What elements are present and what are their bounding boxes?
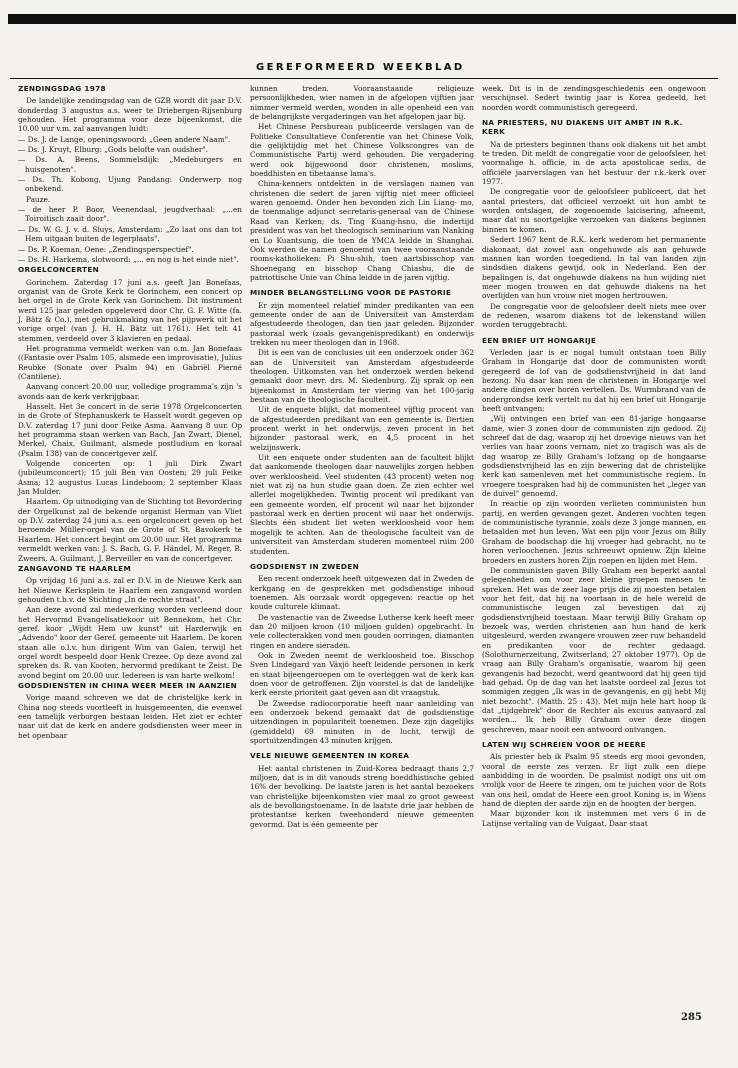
article-paragraph: Het aantal christenen in Zuid-Korea bedraagt thans 2,7 miljoen, dat is in dit vanouds streng boeddhistische gebied 16% der bevolking. De laatste jaren is het aantal bezoekers van christelijke bijeenkomsten vier maal zo groot geweest als de bevolkingstoename. In de laatste drie jaar hebben de protestantse kerken tweehonderd nieuwe gemeenten gevormd. Dat is één gemeente per [250, 763, 474, 829]
article-paragraph: Sedert 1967 kent de R.K. kerk wederom het permanente diakonaat, dat zowel aan ongehuwde als aan gehuwde mannen kan worden toegediend. In tal van landen zijn sindsdien diakens gewijd, ook in Nederland. Een der bepalingen is, dat ongehuwde diakens na hun wijding niet meer mogen trouwen en dat gehuwde diakens na het overlijden van hun vrouw niet mogen hertrouwen. [482, 235, 706, 301]
article-paragraph: Hasselt. Het 3e concert in de serie 1978 Orgelconcerten in de Grote of Stephanuskerk te Hasselt wordt gegeven op D.V. zaterdag 17 juni door Feike Asma. Aanvang 8 uur. Op het programma staan werken van Bach, Jan Zwart, Dienel, Merkel, Chaix, Guilmant, alsmede postludium en koraal (Psalm 138) van de concertgever zelf. [18, 402, 242, 458]
program-list-item: — Ds. A. Beens, Sommelsdijk: „Medeburgers en huisgenoten". [18, 155, 242, 174]
article-heading: NA PRIESTERS, NU DIAKENS UIT AMBT IN R.K. KERK [482, 118, 683, 137]
article-paragraph: kunnen treden. Vooraanstaande religieuze persoonlijkheden, wier namen in de afgelopen vijftien jaar nimmer vermeld werden, wonden in alle openheid een van de belangrijkste vergaderingen van het afgelopen jaar bij. [250, 84, 474, 122]
article-paragraph: Dit is een van de conclusies uit een onderzoek onder 362 aan de Universiteit van Amsterdam afgestudeerde theologen. Uitkomsten van het onderzoek werden bekend gemaakt door mevr. drs. M. Siedenburg. Zij sprak op een bijeenkomst in Amsterdam ter viering van het 100-jarig bestaan van de theologische faculteit. [250, 348, 474, 404]
article-paragraph: Vorige maand schreven we dat de christelijke kerk in China nog steeds voortleeft in huisgemeenten, die evenwel een tamelijk verborgen bestaan leiden. Het ziet er echter naar uit dat de kerk en andere godsdiensten weer meer in het openbaar [18, 693, 242, 740]
article-paragraph: Aanvang concert 20.00 uur, volledige programma's zijn 's avonds aan de kerk verkrijgbaar. [18, 382, 242, 401]
program-list-item: — Ds. J. Kruyt, Elburg: „Gods belofte van oudsher". [18, 145, 209, 155]
program-list-item: — Ds. W. G. J. v. d. Sluys, Amsterdam: „Zo laat ons dan tot Hem uitgaan buiten de legerplaats". [18, 224, 242, 244]
article-paragraph: Een recent onderzoek heeft uitgewezen dat in Zweden de kerkgang en de gesprekken met godsdienstige inhoud toenemen. Als oorzaak wordt opgegeven: reactie op het koude culturele klimaat. [250, 574, 474, 612]
article-paragraph: In reactie op zijn woorden verlieten communisten hun partij, en werden gevangen gezet. Anderen vochten tegen de communistische tyrannie, zoals deze 3 jonge mannen, en betaalden met hun leven. Wat een pijn voor Jezus om Billy Graham de boodschap die hij vroeger had gebracht, nu te horen verloochenen. Jezus schreeuwt opnieuw. Zijn kleine broeders en zusters horen Zijn roepen en lijden met Hem. [482, 499, 706, 565]
article-heading: ORGELCONCERTEN [18, 265, 100, 275]
column-2 [250, 84, 474, 830]
header-rule [10, 78, 718, 79]
article-paragraph: Verleden jaar is er nogal tumult ontstaan toen Billy Graham in Hongarije dat door de communisten wordt geregeerd de lof van de godsdienstvrijheid in dat land bezong. Nu daar kan men de christenen in Hongarije wel andere dingen over horen vertellen. Ds. Wurmbrand van de ondergrondse kerk vertelt nu dat hij een brief uit Hongarije heeft ontvangen: [482, 347, 706, 413]
article-paragraph: Als priester heb ik Psalm 95 steeds erg mooi gevonden, vooral de eerste zes verzen. Er ligt zulk een diepe aanbidding in de woorden. De psalmist nodigt ons uit om vrolijk voor de Heere te zingen, om te juichen voor de Rots van ons heil, omdat de Heere een groot Koning is, in Wiens hand de diepten der aarde zijn en de hoogten der bergen. [482, 752, 706, 809]
article-paragraph: Ook in Zweden neemt de werkloosheid toe. Bisschop Sven Lindegard van Växjö heeft leidende personen in kerk en staat bijeengeroepen om te overleggen wat de kerk kan doen voor de getroffenen. Zijn voorstel is dat de landelijke kerk eerste prioriteit gaat geven aan dit vraagstuk. [250, 650, 474, 698]
program-list-item: — Ds. P. Koeman, Oene: „Zendingsperspectief". [18, 244, 194, 254]
article-paragraph: Na de priesters beginnen thans ook diakens uit het ambt te treden. Dit meldt de congregatie voor de geloofsleer, het voormalige h. officie, in de acta apostolicae sedis, de officiële jaarverslagen van het bestuur der r.k.-kerk over 1977. [482, 139, 706, 187]
article-paragraph: De congregatie voor de geloofsleer deelt niets mee over de redenen, waarom diakens tot de lekenstand willen worden teruggebracht. [482, 301, 706, 330]
program-list-item: — Ds. J. de Lange, openingswoord: „Geen andere Naam". [18, 134, 231, 144]
article-paragraph: De vastenactie van de Zweedse Lutherse kerk heeft meer dan 20 miljoen kroon (10 miljoen gulden) opgebracht. In vele collecterakken vond men gouden oorringen, diamanten ringen en andere sieraden. [250, 612, 474, 650]
article-paragraph: week. Dit is in de zendingsgeschiedenis een ongewoon verschijnsel. Sedert twintig jaar is Korea gedeeld, het noorden wordt communistisch geregeerd. [482, 84, 706, 112]
article-heading: ZENDINGSDAG 1978 [18, 84, 106, 93]
article-heading: VELE NIEUWE GEMEENTEN IN KOREA [250, 751, 410, 761]
article-paragraph: Aan deze avond zal medewerking worden verleend door het Hervormd Evangelisatiekoor uit Bennekom, het Chr. geref. koor „Wijdt Hem uw kunst" uit Harderwijk en „Advendo" koor der Geref. gemeente uit Haarlem. De koren staan alle o.l.v. hun dirigent Wim van Galen, terwijl het orgel wordt bespeeld door Henk Crezee. Op deze avond zal spreken ds. R. van Kooten, hervormd predikant te Zeist. De avond begint om 20.00 uur. Iedereen is van harte welkom! [18, 605, 242, 680]
article-paragraph: Er zijn momenteel relatief minder predikanten van een gemeente onder de aan de Universiteit van Amsterdam afgestudeerde theologen, dan tien jaar geleden. Bijzonder pastoraal werk (zoals gevangenispredikant) en onderwijs trekken nu meer theologen dan in 1968. [250, 300, 474, 347]
program-list-item: — de heer P. Boor, Veenendaal, jeugdverhaal: „...en Toiroitisch zaait door". [18, 205, 242, 224]
article-heading: GODSDIENST IN ZWEDEN [250, 561, 359, 571]
article-heading: ZANGAVOND TE HAARLEM [18, 563, 132, 573]
article-paragraph: De communisten gaven Billy Graham een beperkt aantal gelegenheden om voor zeer kleine groepen mensen te spreken. Het was de zeer lage prijs die zij moesten betalen voor het feit, dat hij na voortaan in de hele wereld de communistische leugen zal bevestigen dat zij godsdienstvrijheid toestaan. Maar terwijl Billy Graham op bezoek was, werden christenen aan hun hand de kerk uitgesleurd, werden zwangere vrouwen zeer ruw behandeld en predikanten voor de rechter gedaagd. (Solothurnerzeitung, Zwitserland, 27 oktober 1977). Op de vraag aan Billy Graham's organisatie, waarom hij geen gevangenis had bezocht, werd geantwoord dat hij geen tijd had gehad. Op de dag van het laatste oordeel zal Jezus tot sommigen zeggen „Ik was in de gevangenis, en gij hebt Mij niet bezocht". (Matth. 25 : 43). Met mijn hele hart hoop ik dat „tijdgebrek" door de Rechter als excuus aanvaard zal worden... Ik heb Billy Graham over deze dingen geschreven, maar nooit een antwoord ontvangen. [482, 565, 706, 734]
article-paragraph: China-kenners ontdekten in de verslagen namen van christenen die sedert de jaren vijftig niet meer officieel waren genoemd. Onder hen bevonden zich Lin Liang- mo, de toenmalige adjunct secretaris-generaal van de Chinese Raad van Kerken; ds. Ting Kuang-hsnu, die indertijd president was van het theologisch seminarium van Nanking en Lo Kuantsung, die toen de YMCA leidde in Shanghai. Ook werden de namen genoemd van twee vooraanstaande rooms-katholieken: Pi Shu-shih, toen aartsbisschop van Shoenegang en bisschop Chang Chiashu, die de patriottische Unie van China leidde in de jaren vijftig. [250, 179, 474, 282]
article-paragraph: Op vrijdag 16 juni a.s. zal er D.V. in de Nieuwe Kerk aan het Nieuwe Kerksplein te Haarlem een zangavond worden gehouden t.b.v. de Stichting „In de rechte straat". [18, 576, 242, 604]
article-paragraph: De landelijke zendingsdag van de GZB wordt dit jaar D.V. donderdag 3 augustus a.s. weer te Driebergen-Rijsenburg gehouden. Het programma voor deze bijeenkomst, die 10.00 uur v.m. zal aanvangen luidt: [18, 96, 242, 134]
article-heading: GODSDIENSTEN IN CHINA WEER MEER IN AANZIEN [18, 680, 238, 690]
article-heading: EEN BRIEF UIT HONGARIJE [482, 335, 597, 345]
article-heading: LATEN WIJ SCHREIEN VOOR DE HEERE [482, 740, 646, 750]
article-paragraph: Maar bijzonder kon ik instemmen met vers 6 in de Latijnse vertaling van de Vulgaat. Daar staat [482, 809, 706, 828]
page-number: 285 [681, 1012, 702, 1023]
column-1 [18, 84, 242, 741]
article-heading: MINDER BELANGSTELLING VOOR DE PASTORIE [250, 288, 452, 298]
top-border-bar [8, 14, 736, 24]
article-paragraph: Pauze. [26, 194, 51, 204]
article-paragraph: Uit de enquete blijkt, dat momenteel vijftig procent van de afgestudeerden predikant van een gemeente is. Dertien procent werkt in het onderwijs, zeven procent in het bijzonder pastoraal werk, en 4,5 procent in het welzijnswerk. [250, 405, 474, 452]
article-paragraph: Uit een enquete onder studenten aan de faculteit blijkt dat aankomende theologen daar nauwelijks zorgen hebben over werkloosheid. Veel studenten (43 procent) weten nog niet wat zij na hun studie gaan doen. Ze zien echter wel allerlei mogelijkheden. Twintig procent wil predikant van een gemeente worden, elf procent wil naar het bijzonder pastoraal werk en dertien procent wil naar het onderwijs. Slechts één student liet weten werkloosheid voor hem mogelijk te achten. Aan de theologische faculteit van de universiteit van Amsterdam studeren momenteel ruim 200 studenten. [250, 453, 474, 556]
article-paragraph: Haarlem. Op uitnodiging van de Stichting tot Bevordering der Orgelkunst zal de bekende organist Herman van Vliet op D.V. zaterdag 24 juni a.s. een orgelconcert geven op het beroemde Müller-orgel van de Grote of St. Bavokerk te Haarlem. Het concert begint om 20.00 uur. Het programma vermeldt werken van: J. S. Bach, G. F. Händel, M. Reger, B. Zweers, A. Guilmant, J. Berveiller en van de concertgever. [18, 497, 242, 563]
article-paragraph: „Wij ontvingen een brief van een 81-jarige hongaarse dame, wier 3 zonen door de communisten zijn gedood. Zij schreef dat de dag, waarop zij het droevige nieuws van het verlies van haar zoons vernam, niet zo tragisch was als de dag waarop ze Billy Graham's lofzang op de hongaarse godsdienstvrijheid las en zijn bewering dat de christelijke kerk kan samenleven met het communistische regiem. In vroegere toespraken had hij de communisten het „leger van de duivel" genoemd. [482, 414, 706, 499]
article-paragraph: Volgende concerten op: 1 juli Dirk Zwart (jubileumconcert); 15 juli Ben van Oosten; 29 juli Feike Asma; 12 augustus Lucas Lindeboom; 2 september Klaas Jan Mulder. [18, 459, 242, 497]
article-paragraph: Gorinchem. Zaterdag 17 juni a.s. geeft Jan Bonefaas, organist van de Grote Kerk te Gorinchem, een concert op het orgel in de Grote Kerk van Gorinchem. Dit instrument werd 125 jaar geleden opgeleverd door Chr. G. F. Witte (fa. J. Bätz & Co.), met gebruikmaking van het pijpwerk uit het vorige orgel (van J. H. H. Bätz uit 1761). Het telt 41 stemmen, verdeeld over 3 klavieren en pedaal. [18, 277, 242, 343]
column-3 [482, 84, 706, 829]
page-header: GEREFORMEERD WEEKBLAD [256, 62, 465, 73]
program-list-item: — Ds. H. Harkema, slotwoord: „... en nog is het einde niet". [18, 254, 239, 264]
program-list-item: — Ds. Th. Kobong, Ujung Pandang: Onderwerp nog onbekend. [18, 175, 242, 194]
article-paragraph: De Zweedse radiocorporatie heeft naar aanleiding van een onderzoek bekend gemaakt dat de godsdienstige uitzendingen in populariteit toenemen. Deze zijn dagelijks (gemiddeld) 69 minuten in de lucht, terwijl de sportuitzendingen 43 minuten krijgen. [250, 698, 474, 746]
article-paragraph: De congregatie voor de geloofsleer publiceert, dat het aantal priesters, dat officieel verzoekt uit hun ambt te worden ontslagen, de zogenoemde laicisering, afneemt, maar dat nu soortgelijke verzoeken van diakens beginnen binnen te komen. [482, 187, 706, 234]
article-paragraph: Het programma vermeldt werken van o.m. Jan Bonefaas ((Fantasie over Psalm 105, alsmede een improvisatie), Julius Reubke (Sonate over Psalm 94) en Gabriël Pierné (Cantilene). [18, 343, 242, 381]
article-paragraph: Het Chinese Persbureau publiceerde verslagen van de Politieke Consultatieve Conferentie van het Chinese Volk, die gelijktijdig met het Chinese Volkscongres van de Communistische Partij werd gehouden. Die vergadering werd ook bijgewoond door christenen, moslims, boeddhisten en tibetaanse lama's. [250, 122, 474, 179]
